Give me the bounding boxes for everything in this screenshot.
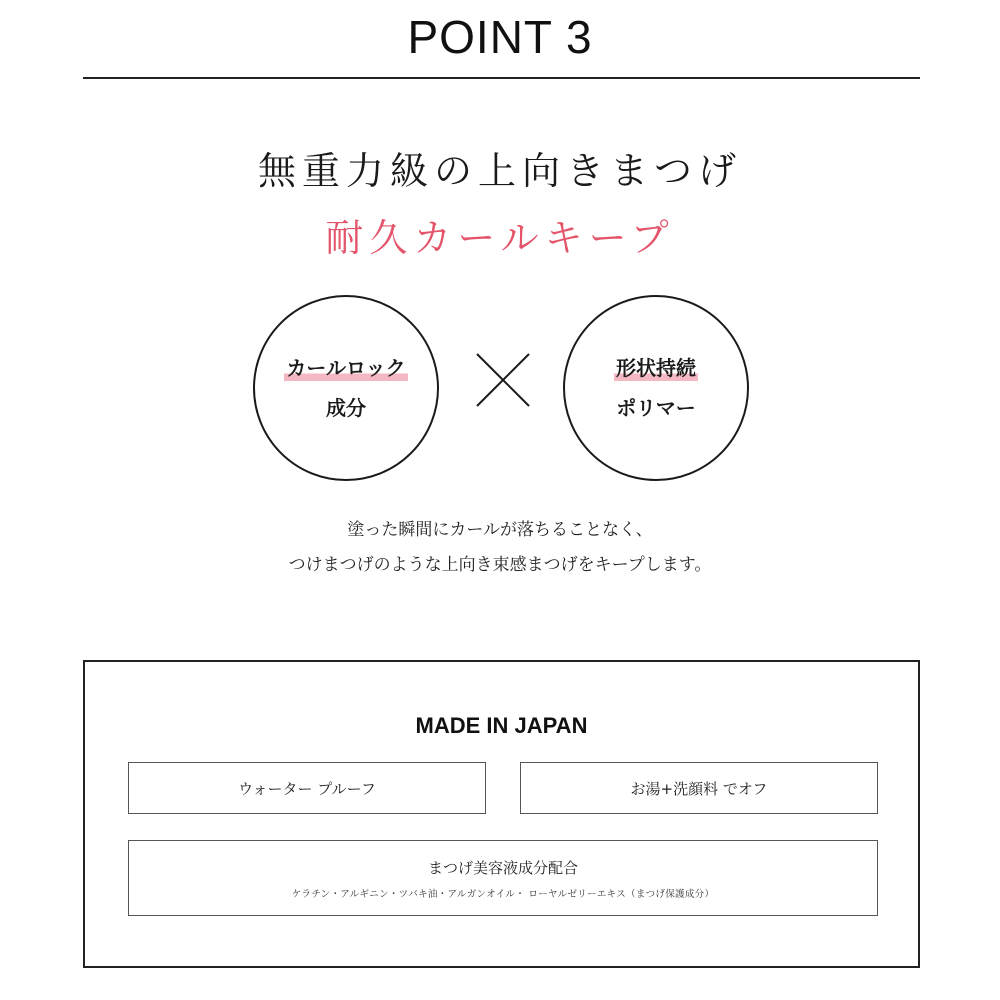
ingredient-name-highlighted: 形状持続 <box>616 356 696 380</box>
description-line-1: 塗った瞬間にカールが落ちることなく、 <box>347 520 653 540</box>
feature-removal-label: お湯+洗顔料 でオフ <box>630 779 768 798</box>
made-in-japan-title: MADE IN JAPAN <box>415 713 588 738</box>
ingredient-name-suffix: 成分 <box>326 396 366 420</box>
title-divider <box>83 77 920 79</box>
description-line-2: つけまつげのような上向き束感まつげをキープします。 <box>288 555 712 575</box>
point-title: POINT 3 <box>407 11 593 63</box>
feature-removal <box>520 762 878 814</box>
feature-serum <box>128 840 878 916</box>
feature-serum-title: まつげ美容液成分配合 <box>427 858 578 877</box>
accent-headline: 耐久カールキープ <box>325 216 675 260</box>
feature-serum-ingredients: ケラチン・アルギニン・ツバキ油・アルガンオイル・ ローヤルゼリーエキス（まつげ保護成分） <box>291 888 715 900</box>
feature-waterproof-label: ウォーター プルーフ <box>238 779 376 798</box>
ingredient-circle-shape-polymer <box>563 295 749 481</box>
features-panel <box>83 660 920 968</box>
ingredient-name-highlighted: カールロック <box>286 356 406 380</box>
multiply-cross-icon <box>475 352 531 408</box>
main-headline: 無重力級の上向きまつげ <box>257 149 742 193</box>
ingredient-name-suffix: ポリマー <box>616 396 696 420</box>
ingredient-circle-curl-lock <box>253 295 439 481</box>
feature-waterproof <box>128 762 486 814</box>
